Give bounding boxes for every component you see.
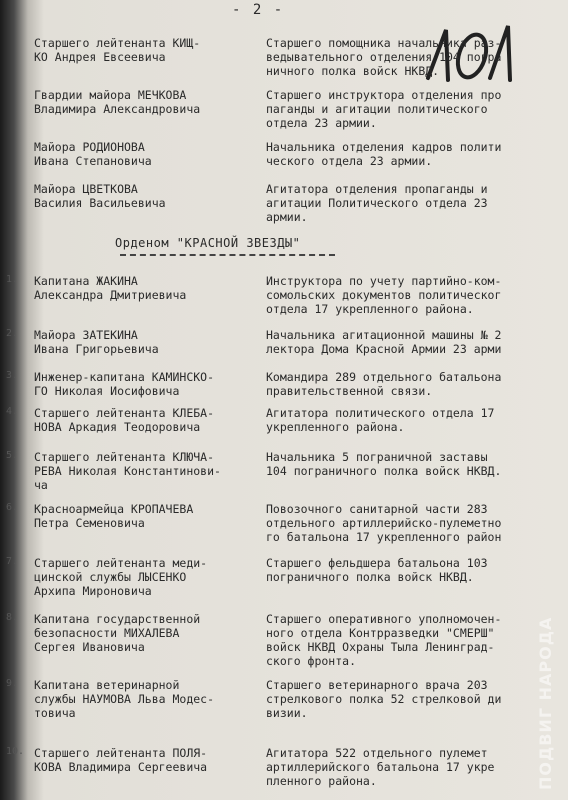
entry-index: 7.: [6, 556, 19, 567]
recipient-position: Старшего ветеринарного врача 203 стрелкового полка 52 стрелковой ди визии.: [266, 678, 502, 720]
entry-index: 5.: [6, 450, 19, 461]
recipient-position: Инструктора по учету партийно-ком- сомольских документов политическог отдела 17 укрепленного района.: [266, 274, 502, 316]
recipient-position: Старшего инструктора отделения про паганды и агитации политического отдела 23 армии.: [266, 88, 502, 130]
recipient-name: Инженер-капитана КАМИНСКО- ГО Николая Иосифовича: [34, 370, 215, 398]
recipient-position: Начальника агитационной машины № 2 лектора Дома Красной Армии 23 арми: [266, 328, 502, 356]
recipient-name: Старшего лейтенанта КИЩ- КО Андрея Евсеевича: [34, 36, 201, 64]
recipient-position: Командира 289 отдельного батальона правительственной связи.: [266, 370, 502, 398]
recipient-position: Агитатора отделения пропаганды и агитации Политического отдела 23 армии.: [266, 182, 488, 224]
recipient-position: Агитатора 522 отдельного пулемет артиллерийского батальона 17 укре пленного района.: [266, 746, 495, 788]
recipient-name: Красноармейца КРОПАЧЕВА Петра Семеновича: [34, 502, 194, 530]
section-title: Орденом "КРАСНОЙ ЗВЕЗДЫ": [115, 236, 301, 250]
recipient-position: Старшего фельдшера батальона 103 пограничного полка войск НКВД.: [266, 556, 488, 584]
recipient-name: Майора РОДИОНОВА Ивана Степановича: [34, 140, 152, 168]
recipient-name: Капитана ЖАКИНА Александра Дмитриевича: [34, 274, 187, 302]
entry-index: 3.: [6, 370, 19, 381]
entry-index: 10.: [6, 746, 25, 757]
recipient-name: Гвардии майора МЕЧКОВА Владимира Александровича: [34, 88, 201, 116]
entry-index: 8.: [6, 612, 19, 623]
section-underline: [120, 254, 335, 258]
recipient-name: Капитана ветеринарной службы НАУМОВА Льва Модес- товича: [34, 678, 215, 720]
recipient-name: Капитана государственной безопасности МИХАЛЕВА Сергея Ивановича: [34, 612, 201, 654]
entry-index: 9.: [6, 678, 19, 689]
watermark: ПОДВИГ НАРОДА: [536, 616, 555, 790]
recipient-name: Старшего лейтенанта КЛЮЧА- РЕВА Николая Константинови- ча: [34, 450, 221, 492]
entry-index: 6.: [6, 502, 19, 513]
entry-index: 4.: [6, 406, 19, 417]
recipient-name: Майора ЦВЕТКОВА Василия Васильевича: [34, 182, 166, 210]
entry-index: 1.: [6, 274, 19, 285]
recipient-position: Агитатора политического отдела 17 укрепленного района.: [266, 406, 495, 434]
recipient-name: Старшего лейтенанта ПОЛЯ- КОВА Владимира Сергеевича: [34, 746, 208, 774]
page-number: - 2 -: [232, 2, 285, 18]
recipient-name: Майора ЗАТЕКИНА Ивана Григорьевича: [34, 328, 159, 356]
recipient-name: Старшего лейтенанта меди- цинской службы ЛЫСЕНКО Архипа Мироновича: [34, 556, 208, 598]
recipient-position: Повозочного санитарной части 283 отдельного артиллерийско-пулеметно го батальона 17 укрепленного район: [266, 502, 502, 544]
recipient-name: Старшего лейтенанта КЛЕБА- НОВА Аркадия Теодоровича: [34, 406, 215, 434]
recipient-position: Начальника отделения кадров полити ческого отдела 23 армии.: [266, 140, 502, 168]
recipient-position: Начальника 5 пограничной заставы 104 пограничного полка войск НКВД.: [266, 450, 502, 478]
recipient-position: Старшего оперативного уполномочен- ного отдела Контрразведки "СМЕРШ" войск НКВД Охраны Тыла Ленинград- ского фронта.: [266, 612, 502, 668]
entry-index: 2.: [6, 328, 19, 339]
recipient-position: Старшего помощника начальника раз- ведывательного отделения 104 погра ничного полка войск НКВД.: [266, 36, 502, 78]
